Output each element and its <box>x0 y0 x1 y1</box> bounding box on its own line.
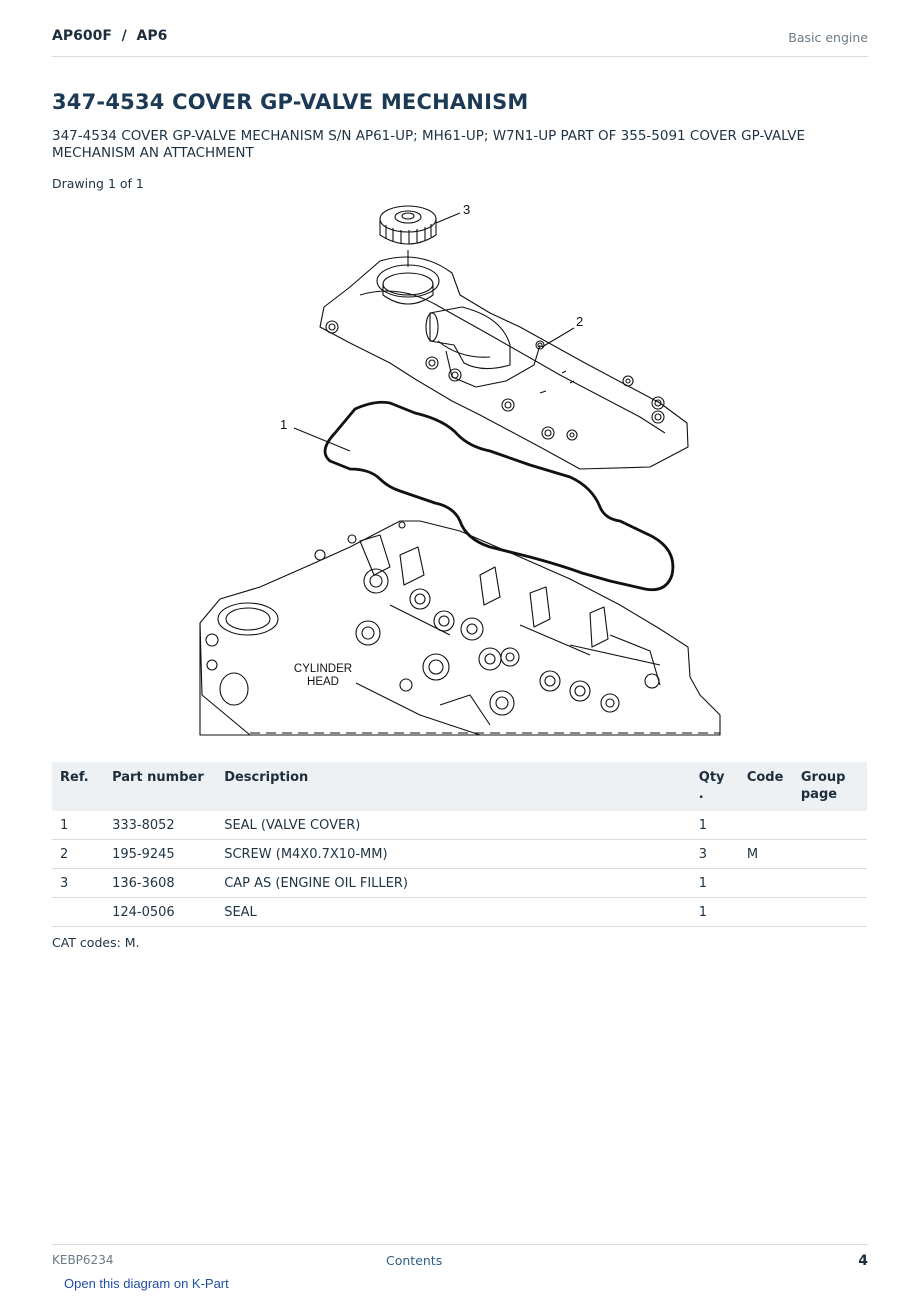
col-ref: Ref. <box>52 762 104 811</box>
cylinder-head-label-line1: CYLINDER <box>293 663 353 675</box>
description-cell: SCREW (M4X0.7X10-MM) <box>216 840 691 869</box>
qty-cell: 3 <box>691 840 739 869</box>
col-group-page: Group page <box>793 762 867 811</box>
table-row <box>52 811 867 840</box>
callout-2: 2 <box>576 314 584 329</box>
description-cell: SEAL (VALVE COVER) <box>216 811 691 840</box>
part-number-cell: 136-3608 <box>104 869 216 898</box>
code-cell <box>739 869 793 898</box>
table-row <box>52 840 867 869</box>
group-page-cell <box>793 840 867 869</box>
ref-cell: 3 <box>52 869 104 898</box>
model-label: AP600F / AP6 <box>52 28 168 44</box>
qty-cell: 1 <box>691 811 739 840</box>
qty-cell: 1 <box>691 869 739 898</box>
page-title: 347-4534 COVER GP-VALVE MECHANISM <box>52 90 529 114</box>
col-qty: Qty . <box>691 762 739 811</box>
valve-cover <box>320 257 688 469</box>
ref-cell: 1 <box>52 811 104 840</box>
page-number: 4 <box>858 1253 868 1269</box>
open-in-kpart-link[interactable]: Open this diagram on K-Part <box>64 1276 229 1291</box>
callout-3: 3 <box>463 202 471 217</box>
code-cell <box>739 811 793 840</box>
qty-cell: 1 <box>691 898 739 927</box>
table-header-row <box>52 762 867 811</box>
page-header <box>52 28 868 57</box>
page-footer <box>52 1244 868 1275</box>
cylinder-head-label-line2: HEAD <box>307 676 339 688</box>
description-cell: CAP AS (ENGINE OIL FILLER) <box>216 869 691 898</box>
group-page-cell <box>793 869 867 898</box>
valve-cover-gasket <box>325 402 673 589</box>
part-number-cell: 195-9245 <box>104 840 216 869</box>
contents-link[interactable]: Contents <box>386 1253 443 1268</box>
drawing-label: Drawing 1 of 1 <box>52 176 144 191</box>
cat-codes-note: CAT codes: M. <box>52 935 140 950</box>
group-page-cell <box>793 898 867 927</box>
code-cell: M <box>739 840 793 869</box>
oil-filler-cap <box>380 206 436 267</box>
parts-table <box>52 762 867 927</box>
ref-cell: 2 <box>52 840 104 869</box>
table-row <box>52 898 867 927</box>
ref-cell <box>52 898 104 927</box>
parts-diagram <box>190 195 730 740</box>
section-label: Basic engine <box>788 30 868 45</box>
code-cell <box>739 898 793 927</box>
table-row <box>52 869 867 898</box>
col-description: Description <box>216 762 691 811</box>
col-code: Code <box>739 762 793 811</box>
callout-1: 1 <box>280 417 288 432</box>
page-subtitle: 347-4534 COVER GP-VALVE MECHANISM S/N AP61-UP; MH61-UP; W7N1-UP PART OF 355-5091 COVER GP-VALVE MECHANISM AN ATTACHMENT <box>52 128 805 161</box>
part-number-cell: 124-0506 <box>104 898 216 927</box>
group-page-cell <box>793 811 867 840</box>
document-id: KEBP6234 <box>52 1253 114 1267</box>
description-cell: SEAL <box>216 898 691 927</box>
part-number-cell: 333-8052 <box>104 811 216 840</box>
col-part-number: Part number <box>104 762 216 811</box>
cylinder-head <box>200 521 720 735</box>
